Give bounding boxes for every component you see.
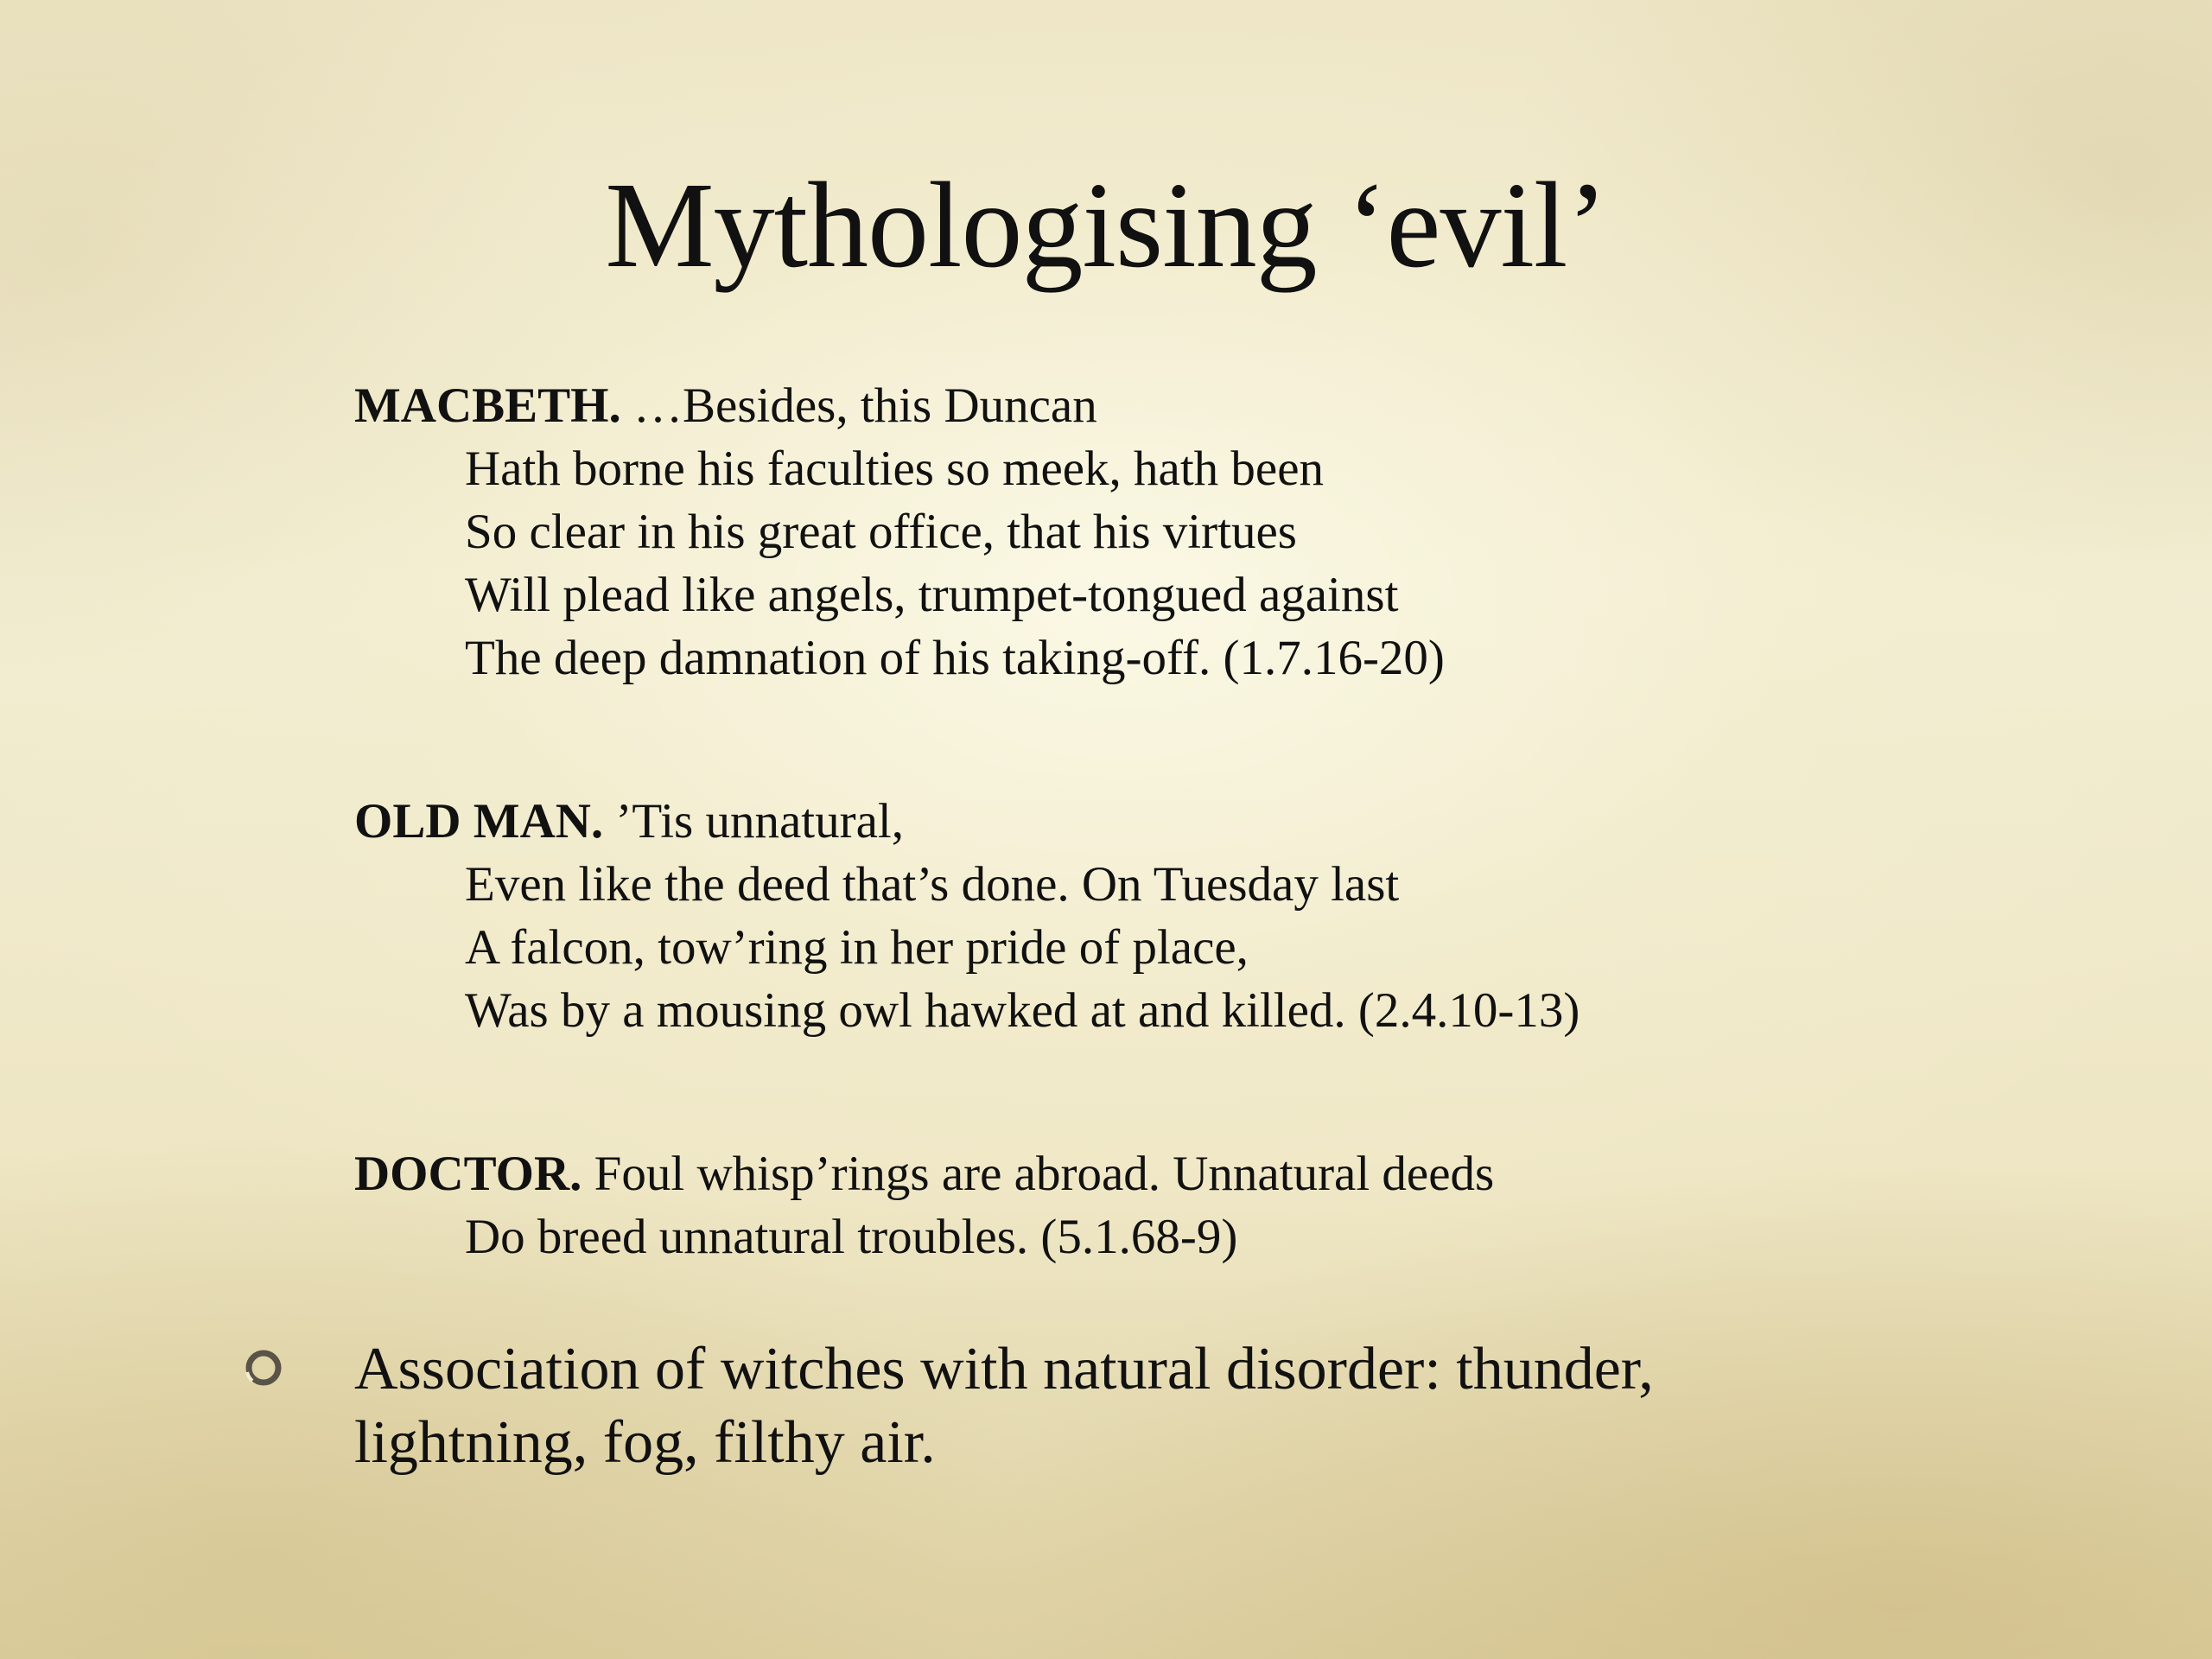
quote-first-line xyxy=(354,374,1910,437)
open-circle-bullet-icon xyxy=(242,1346,285,1389)
quote-first-line xyxy=(354,1142,1910,1205)
quote-text: Foul whisp’rings are abroad. Unnatural deeds xyxy=(582,1147,1495,1201)
bullet-text: Association of witches with natural disorder: thunder, lightning, fog, filthy air. xyxy=(354,1336,1654,1476)
speaker-name: DOCTOR. xyxy=(354,1147,582,1201)
quote-line: Even like the deed that’s done. On Tuesday last xyxy=(465,857,1400,912)
speaker-name: MACBETH. xyxy=(354,378,621,433)
quote-line: The deep damnation of his taking-off. (1.7.16-20) xyxy=(465,631,1445,685)
quote-line: A falcon, tow’ring in her pride of place, xyxy=(465,920,1249,975)
quote-line: Do breed unnatural troubles. (5.1.68-9) xyxy=(465,1210,1238,1264)
quote-old-man xyxy=(354,790,1910,1042)
quote-line: So clear in his great office, that his virtues xyxy=(465,505,1297,559)
quote-line: Will plead like angels, trumpet-tongued against xyxy=(465,568,1399,622)
quote-doctor xyxy=(354,1142,1910,1268)
quote-macbeth xyxy=(354,374,1910,690)
quote-line: Hath borne his faculties so meek, hath been xyxy=(465,442,1325,496)
quote-first-line xyxy=(354,790,1910,853)
quote-line: Was by a mousing owl hawked at and killed. (2.4.10-13) xyxy=(465,983,1580,1038)
quote-text: …Besides, this Duncan xyxy=(620,378,1097,433)
slide-title: Mythologising ‘evil’ xyxy=(605,156,1607,293)
speaker-name: OLD MAN. xyxy=(354,794,604,849)
quote-text: ’Tis unnatural, xyxy=(603,794,904,849)
